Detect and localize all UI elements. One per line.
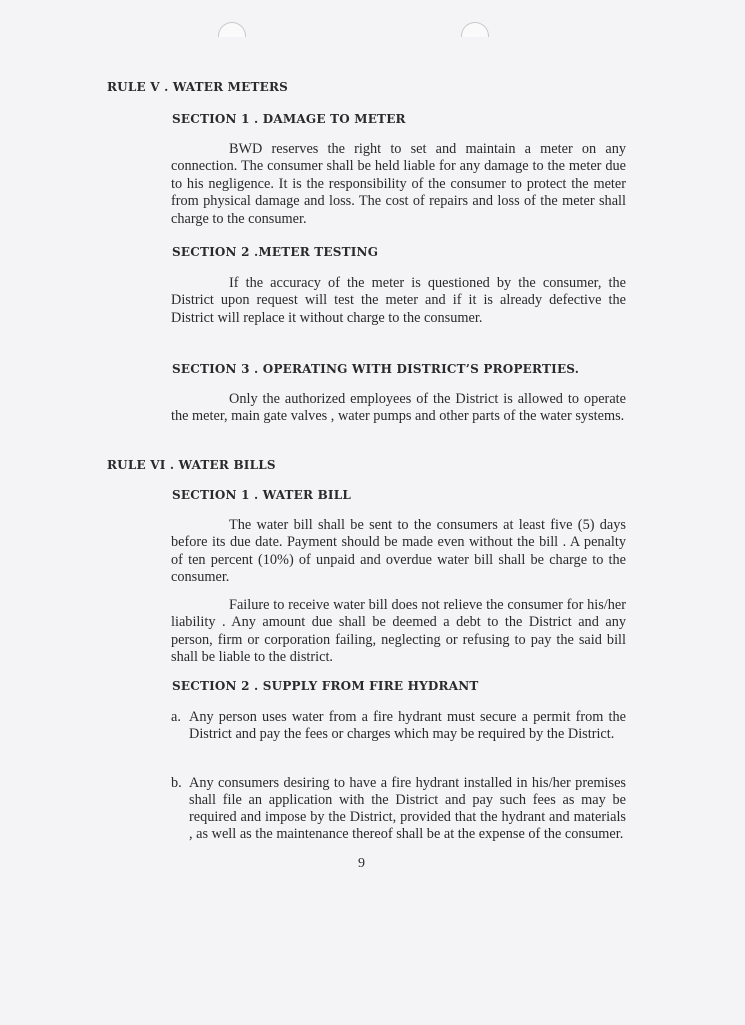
hydrant-list-item-b bbox=[171, 775, 626, 843]
rule-6-heading: RULE VI . WATER BILLS bbox=[107, 458, 276, 472]
hydrant-list-item-a bbox=[171, 709, 626, 743]
punch-hole-right bbox=[461, 22, 489, 37]
punch-hole-left bbox=[218, 22, 246, 37]
list-marker-a: a. bbox=[171, 709, 181, 725]
rule-5-section-3-paragraph: Only the authorized employees of the District is allowed to operate the meter, main gate valves , water pumps and other parts of the water systems. bbox=[171, 391, 626, 425]
rule-5-section-1-paragraph: BWD reserves the right to set and maintain a meter on any connection. The consumer shall be held liable for any damage to the meter due to his negligence. It is the responsibility of the consumer to protect the meter from physical damage and loss. The cost of repairs and loss of the meter shall charge to the consumer. bbox=[171, 141, 626, 227]
rule-5-section-1-heading: SECTION 1 . DAMAGE TO METER bbox=[172, 112, 406, 126]
list-item-a-text: Any person uses water from a fire hydrant must secure a permit from the District and pay the fees or charges which may be required by the District. bbox=[189, 709, 626, 742]
rule-5-section-2-paragraph: If the accuracy of the meter is questioned by the consumer, the District upon request will test the meter and if it is already defective the District will replace it without charge to the consumer. bbox=[171, 275, 626, 326]
rule-5-section-3-heading: SECTION 3 . OPERATING WITH DISTRICT’S PROPERTIES. bbox=[172, 362, 580, 376]
rule-5-heading: RULE V . WATER METERS bbox=[107, 80, 288, 94]
rule-6-section-1-heading: SECTION 1 . WATER BILL bbox=[172, 488, 352, 502]
page-number: 9 bbox=[358, 856, 365, 871]
rule-6-section-2-heading: SECTION 2 . SUPPLY FROM FIRE HYDRANT bbox=[172, 679, 479, 693]
rule-5-section-2-heading: SECTION 2 .METER TESTING bbox=[172, 245, 379, 259]
rule-6-section-1-paragraph-1: The water bill shall be sent to the consumers at least five (5) days before its due date. Payment should be made even without the bill . A penalty of ten percent (10%) of unpaid and overdue water bill shall be charge to the consumer. bbox=[171, 517, 626, 586]
list-marker-b: b. bbox=[171, 775, 182, 791]
list-item-b-text: Any consumers desiring to have a fire hydrant installed in his/her premises shall file an application with the District and pay such fees as may be required and impose by the District, provided that the hydrant and materials , as well as the maintenance thereof shall be at the expense of the consumer. bbox=[189, 775, 626, 842]
rule-6-section-1-paragraph-2: Failure to receive water bill does not relieve the consumer for his/her liability . Any amount due shall be deemed a debt to the District and any person, firm or corporation failing, neglecting or refusing to pay the said bill shall be liable to the district. bbox=[171, 597, 626, 666]
